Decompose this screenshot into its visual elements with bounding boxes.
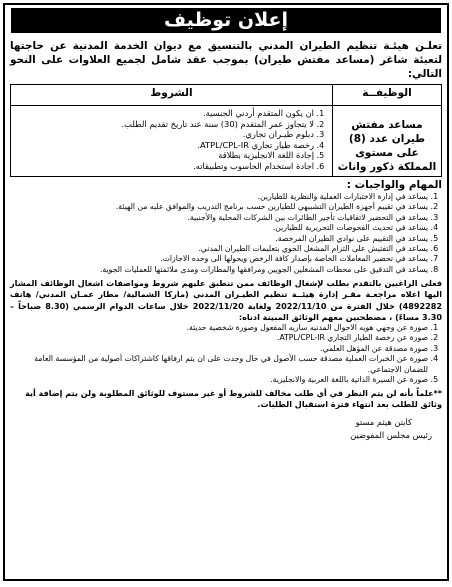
documents-list — [10, 323, 442, 385]
task-item: 1. يساعد في إدارة الاختبارات العملية والنظرية للطيارين. — [10, 192, 428, 202]
tasks-heading: المهام والواجبات : — [346, 179, 442, 191]
document-item: 5. صورة عن السيرة الذاتية باللغة العربية والانجليزية. — [10, 375, 428, 385]
requirement-item: 1. ان يكون المتقدم أردني الجنسية. — [15, 108, 314, 119]
document-item: 2. صورة عن رخصة الطيار التجاري ATPL/CPL-IR. — [10, 333, 428, 343]
task-item: 3. يساعد في التحضير لاتفاقيات تأجير الطائرات بين الشركات المحلية والأجنبية. — [10, 213, 428, 223]
task-item: 4. يساعد في تحديث الفحوصات التحريرية للطيارين. — [10, 223, 428, 233]
signatory-name: كابتن هيثم مستو — [355, 416, 412, 427]
document-item: 4. صورة عن الخبرات العملية مصدقة حسب الأصول في حال وجدت على ان يتم ارفاقها كاشتراكات أصولية من المؤسسة العامة للضمان الاجتماعي. — [10, 354, 428, 375]
requirement-item: 4. رخصة طيار تجاري ATPL/CPL-IR. — [15, 140, 314, 151]
task-item: 5. يساعد في التقييم على نوادي الطيران المرخصة. — [10, 234, 428, 244]
requirement-item: 2. لا يتجاوز عمر المتقدم (30) سنة عند تاريخ تقديم الطلب. — [15, 119, 314, 130]
task-item: 6. يساعد في التفتيش على التزام المشغل الجوي بتعليمات الطيران المدني. — [10, 244, 428, 254]
requirement-item: 5. إجادة اللغة الانجليزية بطلاقة — [15, 150, 314, 161]
job-column-header: الوظيفــة — [333, 85, 442, 106]
job-title-cell: مساعد مفتش طيران عدد (8) على مستوى المملكة ذكور واناث — [333, 106, 442, 177]
application-instructions: فعلى الراغبين بالتقدم بطلب لإشغال الوظائف ممن تنطبق عليهم شروط ومواصفات اشغال الوظائف المشار اليها اعلاه مراجعـة مقـر إدارة هيئــة تنظيم الطيـران المدني (ماركا الشمالية/ مطار عمـان المدني/ هاتف 4892282) خلال الفترة من 2022/11/10 ولغاية 2022/11/20 خلال ساعات الدوام الرسمي (8.30 صباحاً – 3.30 مساءً) ، مصطحبين معهم الوثائق المبينة ادناه: — [10, 278, 442, 322]
table-row — [11, 106, 442, 177]
document-item: 1. صورة عن وجهي هويه الاحوال المدنيه ساريه المفعول وصورة شخصية حديثة. — [10, 323, 428, 333]
jobs-table — [10, 84, 442, 177]
intro-paragraph: تعلـن هيئـة تنظيم الطيران المدني بالتنسيق مع ديوان الخدمة المدنية عن حاجتها لتعبئة شاغر (مساعد مفتش طيران) بموجب عقد شامل لجميع العلاوات على النحو التالي: — [10, 40, 442, 80]
notice-text: **علماً بأنه لن يتم النظر في أي طلب مخالف للشروط أو غير مستوف للوثائق المطلوبة ولن يتم إضافة أية وثائق للطلب بعد انتهاء فترة استقبال الطلبات. — [25, 387, 442, 409]
task-item: 7. يساعد في تحضير المعاملات الخاصة بإصدار كافة الرخص ويحولها الى وحده الاجازات. — [10, 254, 428, 264]
signatory-title: رئيس مجلس المفوضين — [350, 429, 432, 440]
requirements-column-header: الشروط — [11, 85, 333, 106]
tasks-list — [10, 192, 442, 275]
requirements-cell — [11, 106, 333, 177]
document-item: 3. صورة مصدقة عن المؤهل العلمي. — [10, 344, 428, 354]
requirement-item: 3. دبلوم طيـران تجاري. — [15, 129, 314, 140]
task-item: 2. يساعد في تقييم أجهزة الطيران التشبيهي للطيارين حسب برنامج التدريب والموافق عليه من الهيئة. — [10, 202, 428, 212]
requirements-list — [15, 108, 328, 172]
job-advertisement — [3, 3, 449, 581]
table-header-row — [11, 85, 442, 106]
banner-title: إعلان توظيف — [11, 8, 441, 33]
task-item: 8. يساعد في التدقيق على محطات المشغلين الجويين ومرافقها والمطارات ومدى ملائمتها للعمليات الجوية. — [10, 265, 428, 275]
requirement-item: 6. اجادة استخدام الحاسوب وتطبيقاته. — [15, 161, 314, 172]
